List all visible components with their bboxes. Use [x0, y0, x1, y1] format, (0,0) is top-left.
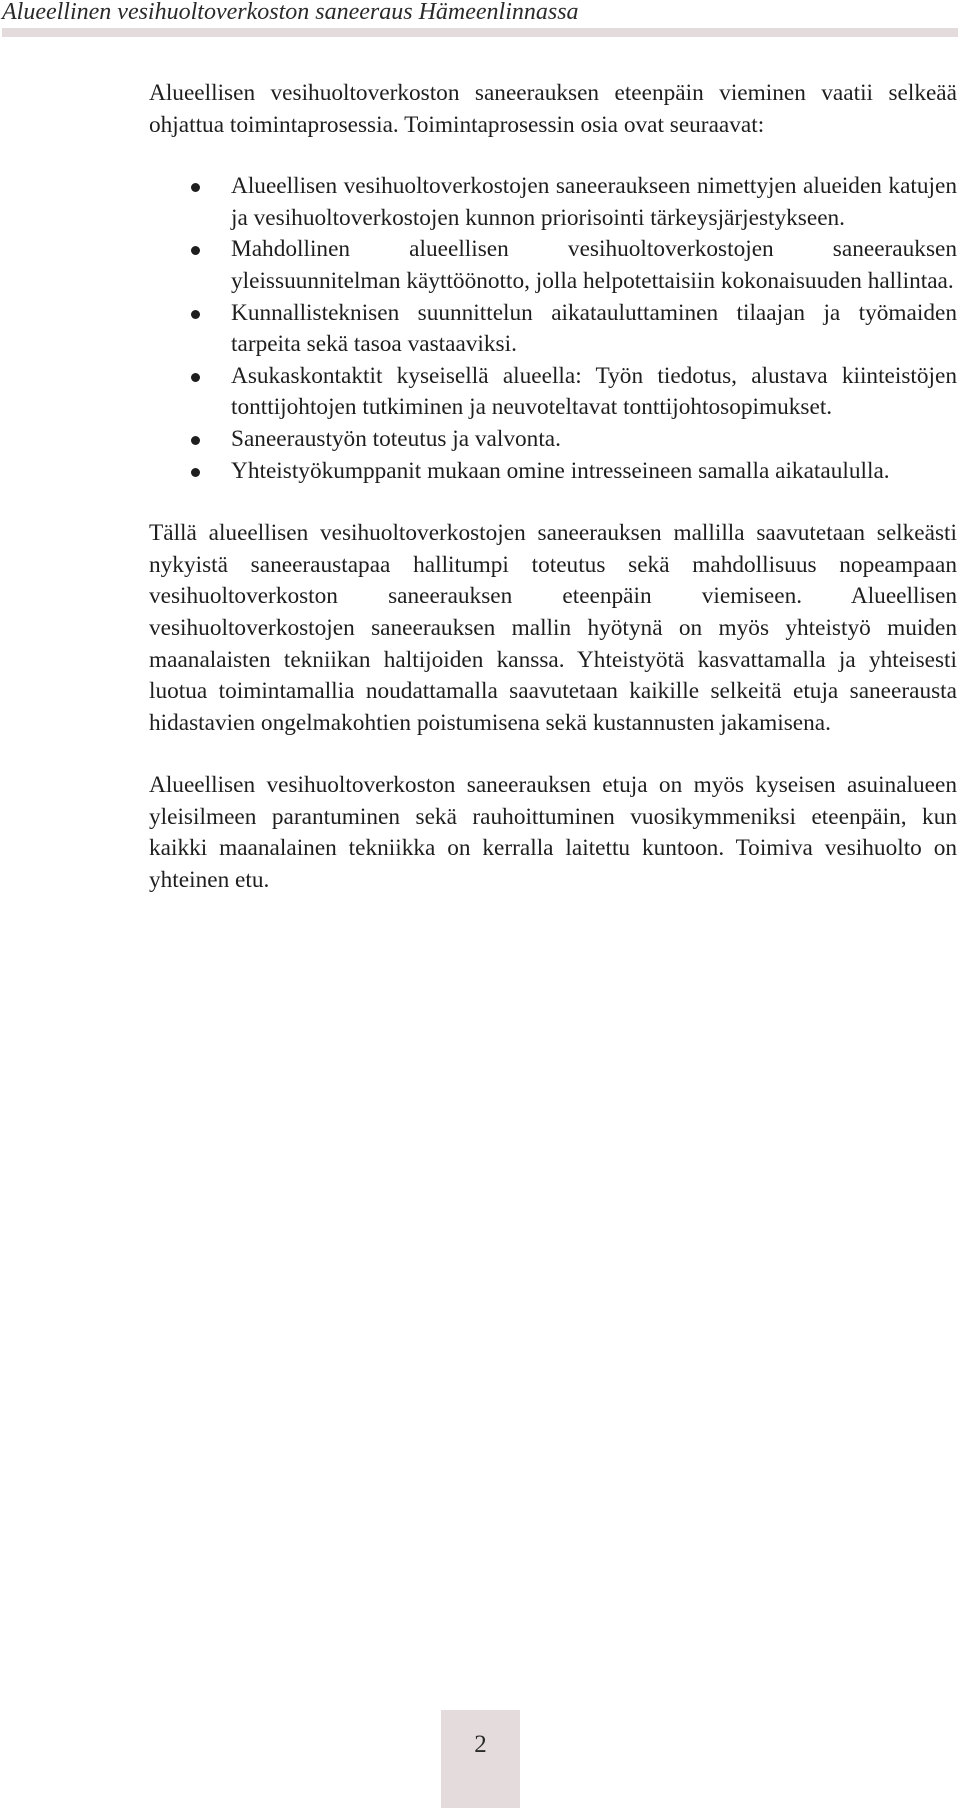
list-item-text: Yhteistyökumppanit mukaan omine intresseineen samalla aikataululla. — [231, 457, 890, 484]
list-item-text: Saneeraustyön toteutus ja valvonta. — [231, 425, 561, 452]
bullet-icon — [191, 436, 200, 445]
running-header — [0, 0, 960, 40]
bullet-icon — [191, 246, 200, 255]
bullet-icon — [191, 373, 200, 382]
list-item-text: Alueellisen vesihuoltoverkostojen saneeraukseen nimettyjen alueiden katujen ja vesihuoltoverkostojen kunnon priorisointi tärkeysjärjestykseen. — [231, 173, 957, 231]
list-item — [149, 171, 957, 234]
page-number-box — [441, 1710, 520, 1808]
list-item-text: Mahdollinen alueellisen vesihuoltoverkostojen saneerauksen yleissuunnitelman käyttöönotto, jolla helpotettaisiin kokonaisuuden hallintaa. — [231, 236, 957, 294]
list-item — [149, 456, 957, 488]
process-list — [149, 171, 957, 487]
running-title: Alueellinen vesihuoltoverkoston saneeraus Hämeenlinnassa — [2, 0, 579, 25]
list-item-text: Asukaskontaktit kyseisellä alueella: Työn tiedotus, alustava kiinteistöjen tonttijohtojen tutkiminen ja neuvoteltavat tonttijohtosopimukset. — [231, 362, 957, 421]
page-content — [149, 78, 957, 897]
intro-paragraph: Alueellisen vesihuoltoverkoston saneerauksen eteenpäin vieminen vaatii selkeää ohjattua toimintaprosessia. Toimintaprosessin osia ovat seuraavat: — [149, 80, 957, 138]
bullet-icon — [191, 183, 200, 192]
list-item — [149, 298, 957, 361]
body-paragraph: Tällä alueellisen vesihuoltoverkostojen saneerauksen mallilla saavutetaan selkeästi nykyistä saneeraustapaa hallitumpi toteutus sekä mahdollisuus nopeampaan vesihuoltoverkoston saneerauksen eteenpäin viemiseen. Alueellisen vesihuoltoverkostojen saneerauksen mallin hyötynä on myös yhteistyö muiden maanalaisten tekniikan haltijoiden kanssa. Yhteistyötä kasvattamalla ja yhteisesti luotua toimintamallia noudattamalla saavutetaan kaikille selkeitä etuja saneerausta hidastavien ongelmakohtien poistumisena sekä kustannusten jakamisena. — [149, 520, 957, 736]
body-paragraph: Alueellisen vesihuoltoverkoston saneerauksen etuja on myös kyseisen asuinalueen yleisilmeen parantuminen sekä rauhoittuminen vuosikymmeniksi eteenpäin, kun kaikki maanalainen tekniikka on kerralla laitettu kuntoon. Toimiva vesihuolto on yhteinen etu. — [149, 772, 957, 894]
list-item — [149, 361, 957, 424]
list-item-text: Kunnallisteknisen suunnittelun aikatauluttaminen tilaajan ja työmaiden tarpeita sekä tasoa vastaaviksi. — [231, 299, 957, 358]
bullet-icon — [191, 468, 200, 477]
bullet-icon — [191, 310, 200, 319]
list-item — [149, 234, 957, 297]
list-item — [149, 424, 957, 456]
page-number: 2 — [474, 1731, 487, 1758]
header-rule — [2, 28, 958, 37]
